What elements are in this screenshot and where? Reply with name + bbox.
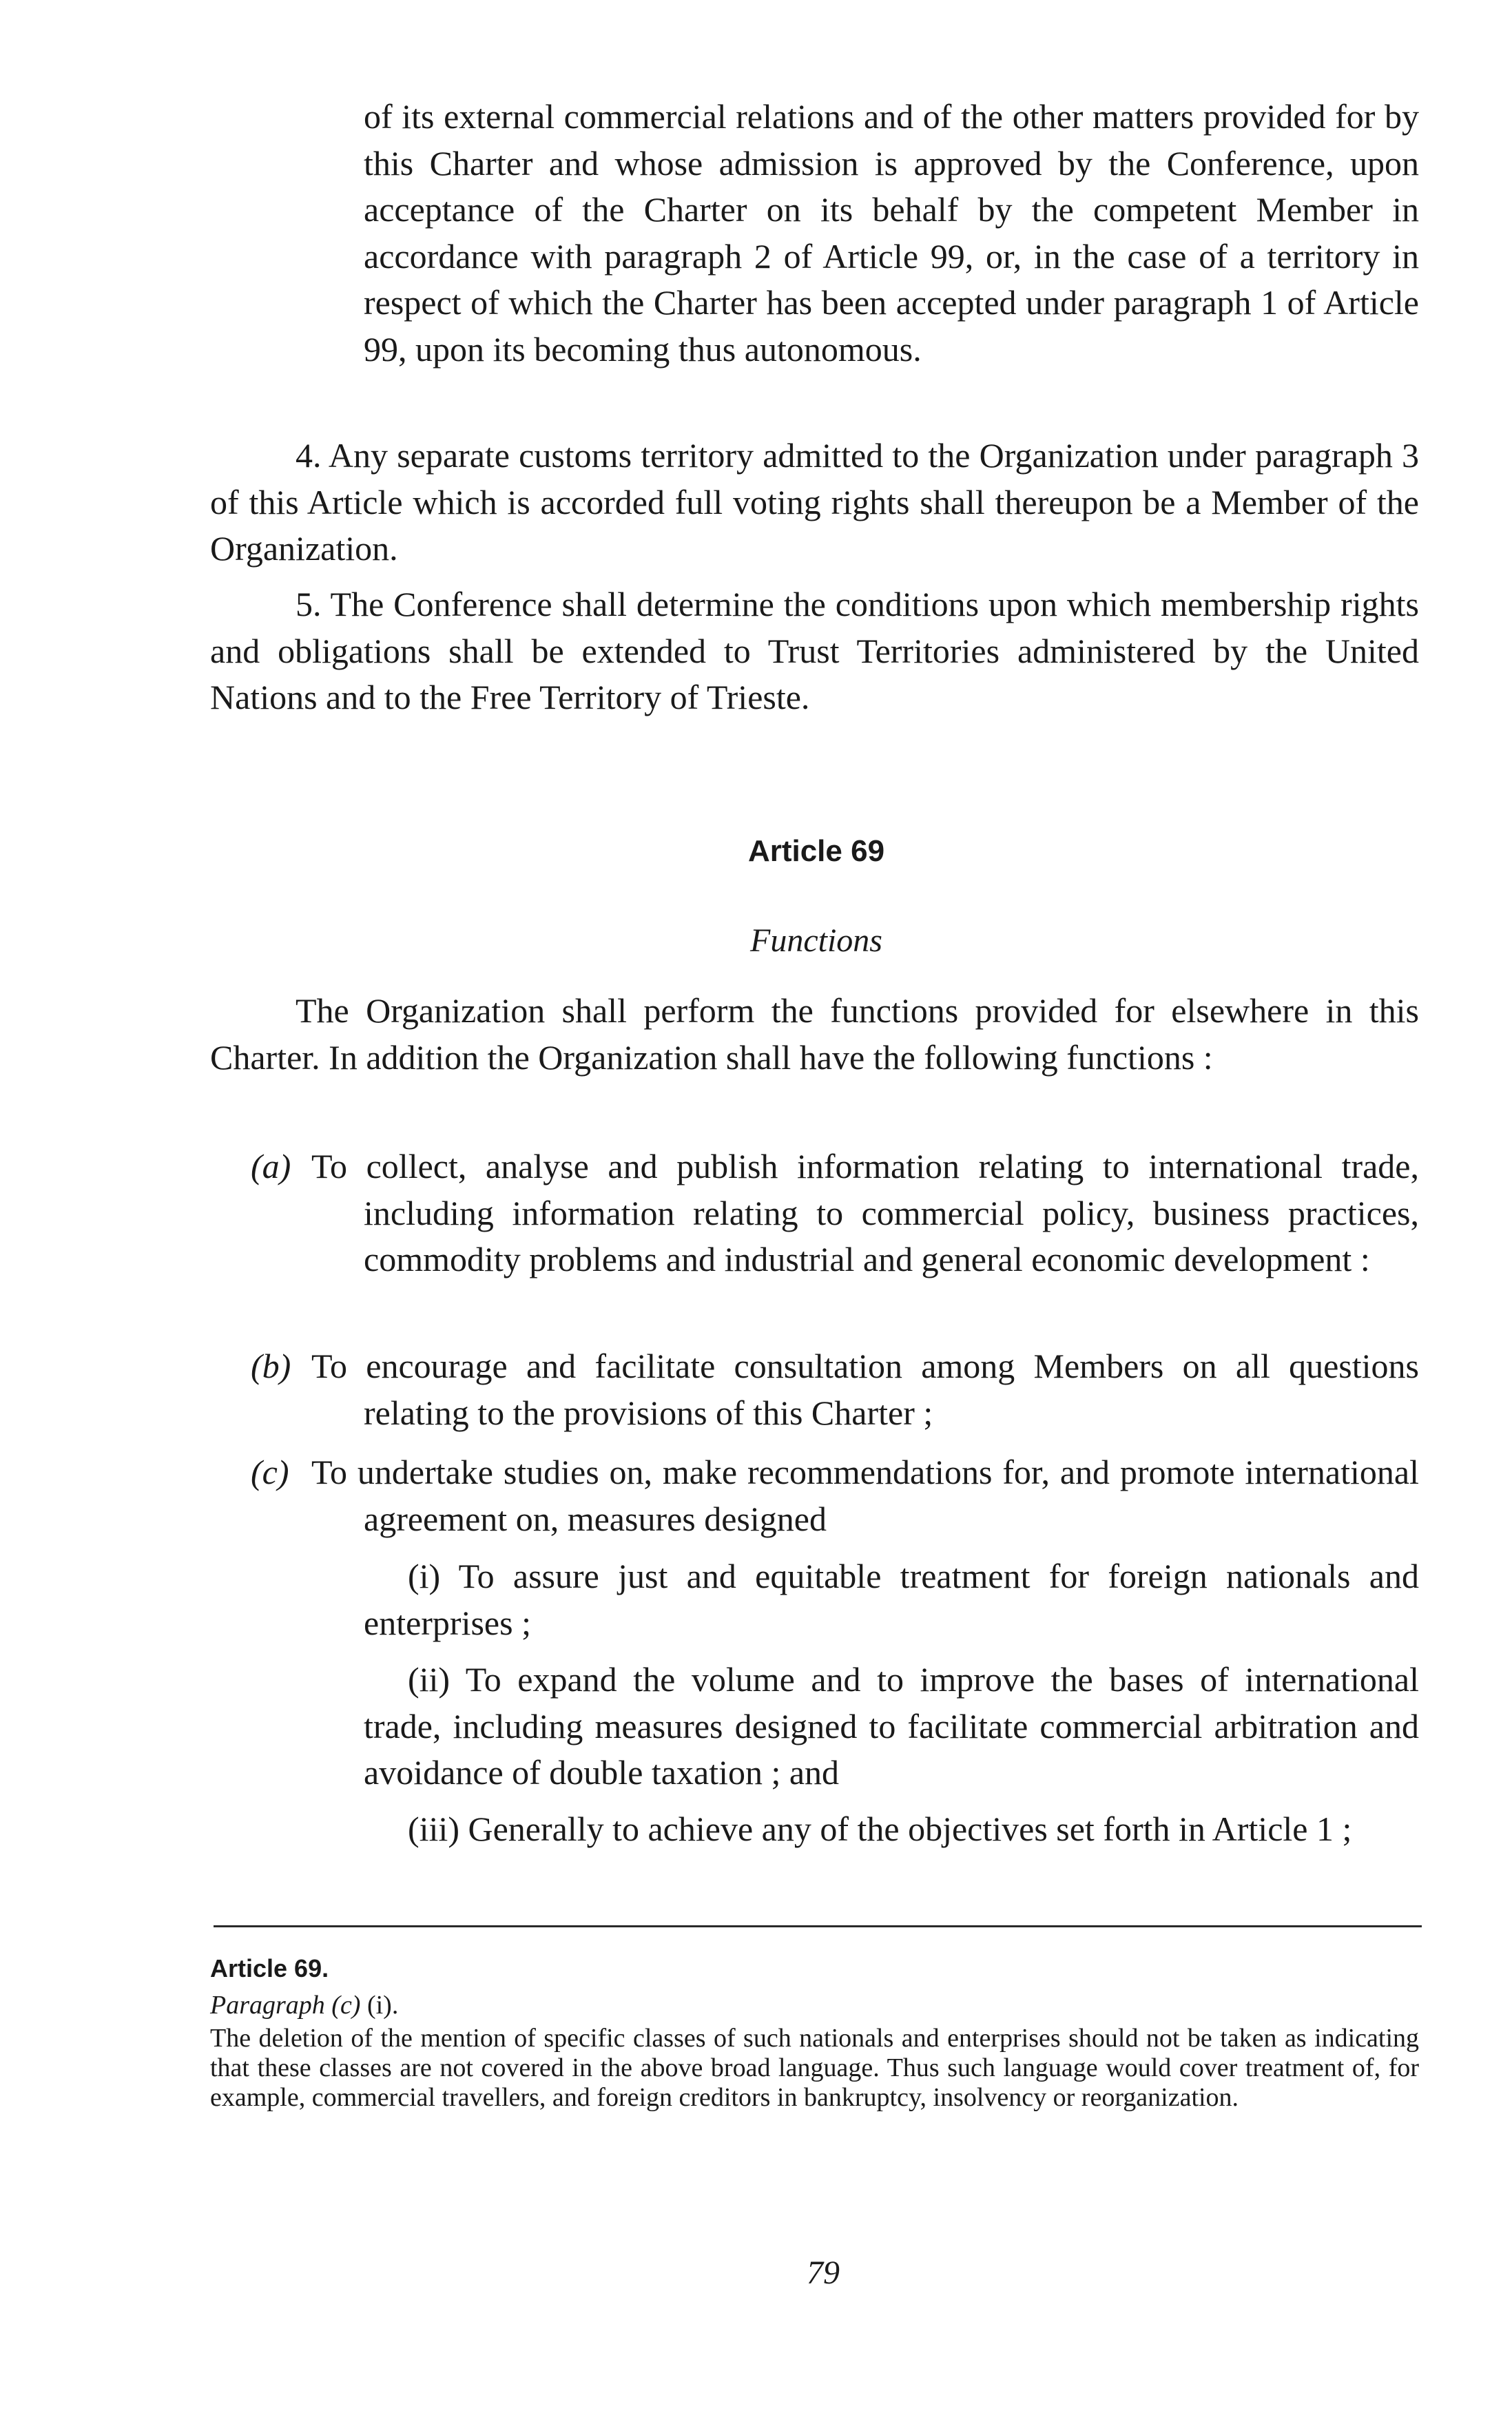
- subitem-i: (i) To assure just and equitable treatment for foreign nationals and enterprises ;: [364, 1557, 1419, 1642]
- item-b-text: To encourage and facilitate consultation among Members on all questions relating to the provisions of this Charter ;: [311, 1347, 1419, 1432]
- subitem-iii: (iii) Generally to achieve any of the objectives set forth in Article 1 ;: [408, 1810, 1352, 1848]
- footnote-divider: [214, 1925, 1422, 1927]
- paragraph-5: [210, 581, 1419, 721]
- footnote-heading: Article 69.: [210, 1954, 329, 1982]
- item-c-text: To undertake studies on, make recommendations for, and promote international agreement on, measures designed: [311, 1453, 1419, 1538]
- paragraph-4: [210, 433, 1419, 572]
- item-b-mark: (b): [251, 1347, 291, 1385]
- paragraph-4-text: 4. Any separate customs territory admitted to the Organization under paragraph 3 of this Article which is accorded full voting rights shall thereupon be a Member of the Organization.: [210, 436, 1419, 568]
- article-intro-text: The Organization shall perform the functions provided for elsewhere in this Charter. In addition the Organization shall have the following functions :: [210, 991, 1419, 1077]
- article-subtitle: Functions: [750, 922, 882, 959]
- article-title: Article 69: [747, 834, 885, 868]
- function-item-a: [251, 1143, 1419, 1283]
- item-a-mark: (a): [251, 1147, 291, 1185]
- footnote-subheading: [210, 1989, 398, 2021]
- article-intro: [210, 988, 1419, 1081]
- footnote-subheading-label: Paragraph (c): [210, 1991, 361, 2020]
- function-item-b: [251, 1343, 1419, 1436]
- subitem-ii: (ii) To expand the volume and to improve the bases of international trade, including measures designed to facilitate commercial arbitration and avoidance of double taxation ; and: [364, 1660, 1419, 1792]
- continuation-paragraph: of its external commercial relations and of the other matters provided for by this Charter and whose admission is approved by the Conference, upon acceptance of the Charter on its behalf by the competent Member in accordance with paragraph 2 of Article 99, or, in the case of a territory in respect of which the Charter has been accepted under paragraph 1 of Article 99, upon its becoming thus autonomous.: [364, 97, 1419, 369]
- function-item-c: [251, 1449, 1419, 1542]
- page-number: 79: [807, 2255, 840, 2291]
- footnote-body: The deletion of the mention of specific classes of such nationals and enterprises should not be taken as indicating that these classes are not covered in the above broad language. Thus such language would cover treatment of, for example, commercial travellers, and foreign creditors in bankruptcy, insolvency or reorganization.: [210, 2024, 1419, 2112]
- footnote-subheading-suffix: (i).: [366, 1991, 399, 2020]
- item-a-text: To collect, analyse and publish information relating to international trade, including information relating to commercial policy, business practices, commodity problems and industrial and general economic development :: [311, 1147, 1419, 1278]
- item-c-mark: (c): [251, 1453, 289, 1491]
- paragraph-5-text: 5. The Conference shall determine the conditions upon which membership rights and obligations shall be extended to Trust Territories administered by the United Nations and to the Free Territory of Trieste.: [210, 585, 1419, 716]
